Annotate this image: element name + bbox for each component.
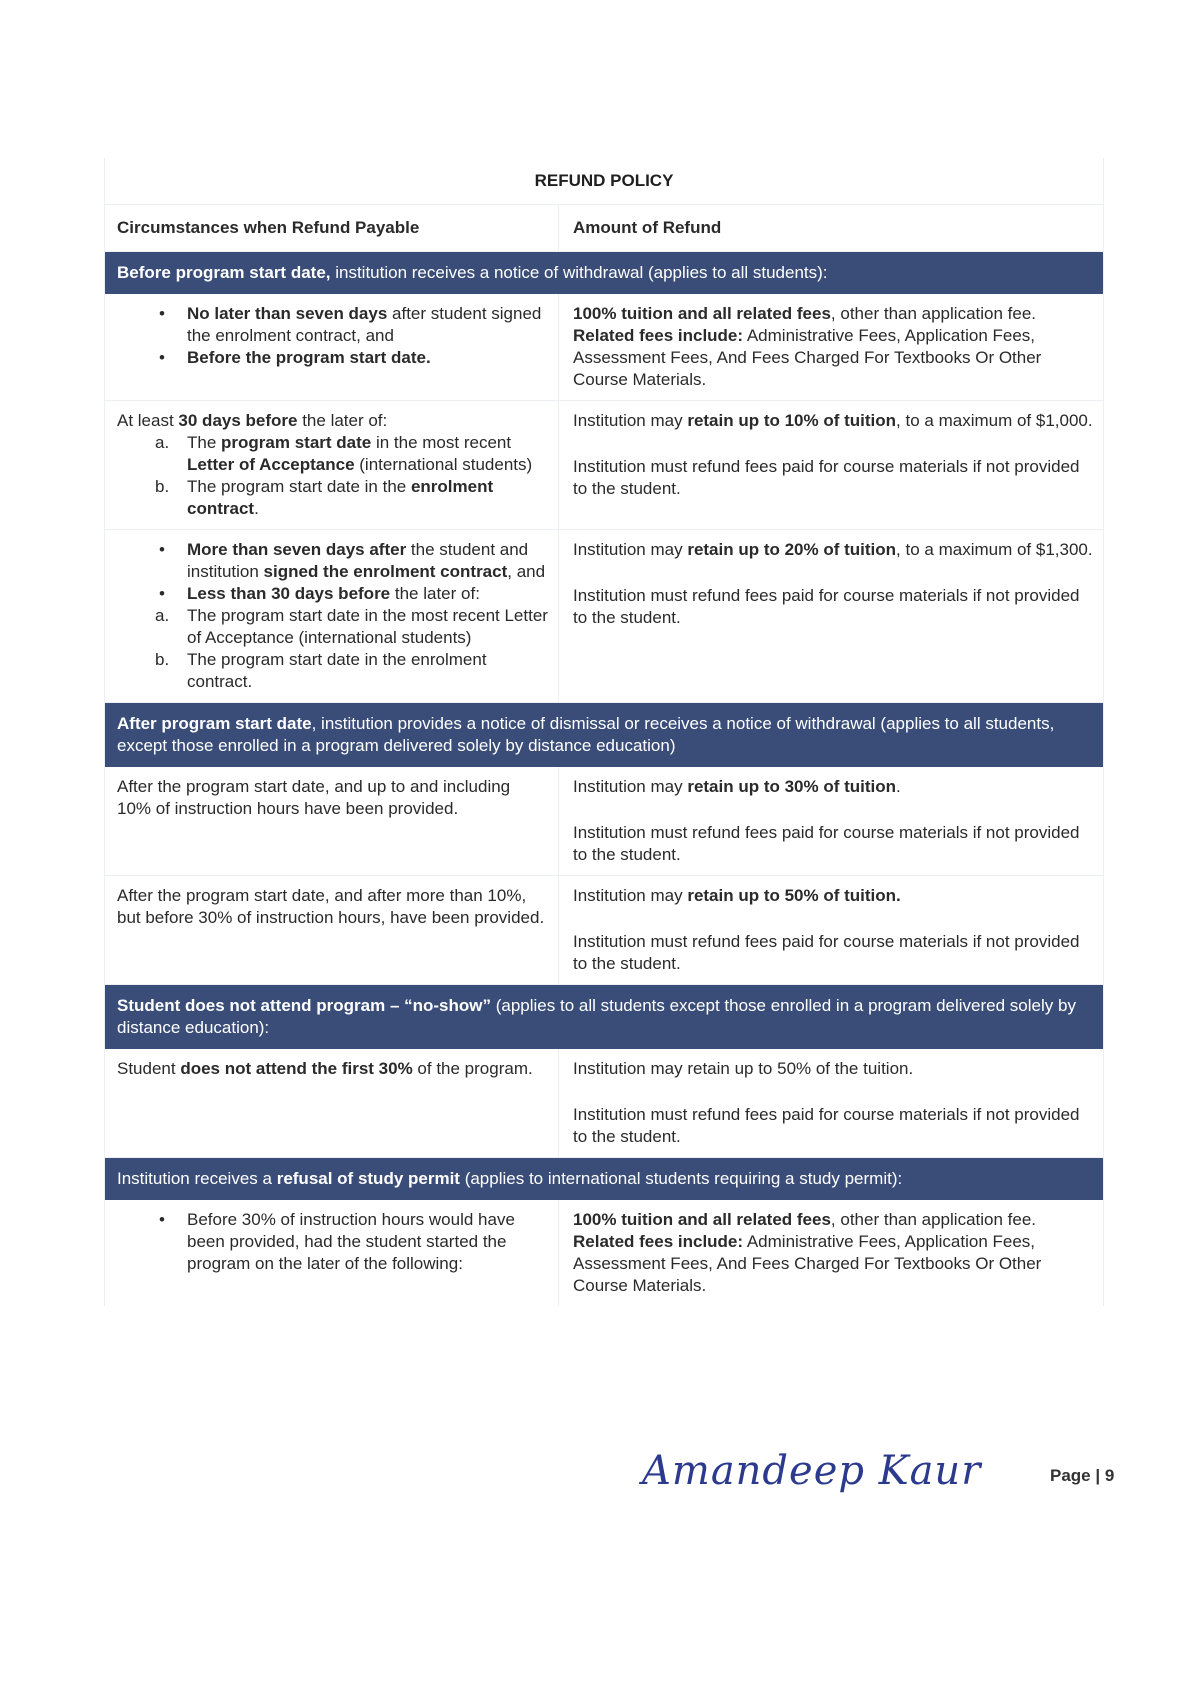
circumstance-text: After the program start date, and after more than 10%, but before 30% of instruction hours, have been provided.: [117, 886, 545, 927]
page-number: Page | 9: [1050, 1466, 1115, 1485]
table-row: [105, 401, 1103, 530]
refund-amount: Institution may retain up to 30% of tuition.: [573, 777, 901, 796]
refund-amount: 100% tuition and all related fees, other than application fee. Related fees include: Administrative Fees, Application Fees, Assessment Fees, And Fees Charged For Textbooks Or Other Course Materials.: [573, 304, 1042, 389]
bullet-list: [117, 303, 548, 369]
section-band-before-start: Before program start date, institution receives a notice of withdrawal (applies to all students):: [105, 252, 1103, 294]
list-item: a. The program start date in the most recent Letter of Acceptance (international students): [155, 606, 548, 647]
refund-note: Institution must refund fees paid for course materials if not provided to the student.: [573, 586, 1080, 627]
list-item: • Before 30% of instruction hours would have been provided, had the student started the program on the later of the following:: [117, 1209, 548, 1275]
refund-policy-table: [104, 158, 1104, 1306]
header-row: [105, 205, 1103, 252]
refund-amount: Institution may retain up to 10% of tuition, to a maximum of $1,000.: [573, 411, 1093, 430]
refund-note: Institution must refund fees paid for course materials if not provided to the student.: [573, 1105, 1080, 1146]
bullet-list: [117, 539, 548, 605]
list-item: b. The program start date in the enrolment contract.: [155, 477, 494, 518]
table-row: [105, 530, 1103, 703]
circumstance-text: After the program start date, and up to and including 10% of instruction hours have been provided.: [117, 777, 511, 818]
table-row: [105, 876, 1103, 985]
circumstance-text: Student does not attend the first 30% of the program.: [117, 1059, 533, 1078]
refund-amount: Institution may retain up to 20% of tuition, to a maximum of $1,300.: [573, 540, 1093, 559]
table-row: [105, 1200, 1103, 1306]
list-item: • Before the program start date.: [117, 347, 548, 369]
bullet-list: [117, 1209, 548, 1275]
refund-note: Institution must refund fees paid for course materials if not provided to the student.: [573, 932, 1080, 973]
header-amount: Amount of Refund: [573, 218, 722, 237]
lettered-list: [117, 605, 548, 693]
table-row: [105, 767, 1103, 876]
refund-note: Institution must refund fees paid for course materials if not provided to the student.: [573, 823, 1080, 864]
refund-note: Institution must refund fees paid for course materials if not provided to the student.: [573, 457, 1080, 498]
refund-amount: Institution may retain up to 50% of tuition.: [573, 886, 901, 905]
list-item: b. The program start date in the enrolment contract.: [155, 650, 487, 691]
section-band-study-permit: Institution receives a refusal of study permit (applies to international students requiring a study permit):: [105, 1158, 1103, 1200]
section-band-after-start: After program start date, institution provides a notice of dismissal or receives a notice of withdrawal (applies to all students, except those enrolled in a program delivered solely by distance education): [105, 703, 1103, 767]
list-item: a. The program start date in the most recent Letter of Acceptance (international students): [155, 433, 533, 474]
table-row: [105, 1049, 1103, 1158]
header-circumstances: Circumstances when Refund Payable: [105, 205, 559, 251]
section-band-no-show: Student does not attend program – “no-show” (applies to all students except those enrolled in a program delivered solely by distance education):: [105, 985, 1103, 1049]
list-item: • Less than 30 days before the later of:: [117, 583, 548, 605]
list-item: • No later than seven days after student signed the enrolment contract, and: [117, 303, 548, 347]
table-title: REFUND POLICY: [105, 158, 1103, 205]
lettered-list: [117, 432, 548, 520]
refund-amount: Institution may retain up to 50% of the tuition.: [573, 1059, 914, 1078]
refund-amount: 100% tuition and all related fees, other than application fee. Related fees include: Administrative Fees, Application Fees, Assessment Fees, And Fees Charged For Textbooks Or Other Course Materials.: [573, 1210, 1042, 1295]
list-item: • More than seven days after the student and institution signed the enrolment contract, and: [117, 539, 548, 583]
handwritten-signature: Amandeep Kaur: [642, 1448, 982, 1494]
table-row: [105, 294, 1103, 401]
row-intro: At least 30 days before the later of:: [117, 411, 388, 430]
